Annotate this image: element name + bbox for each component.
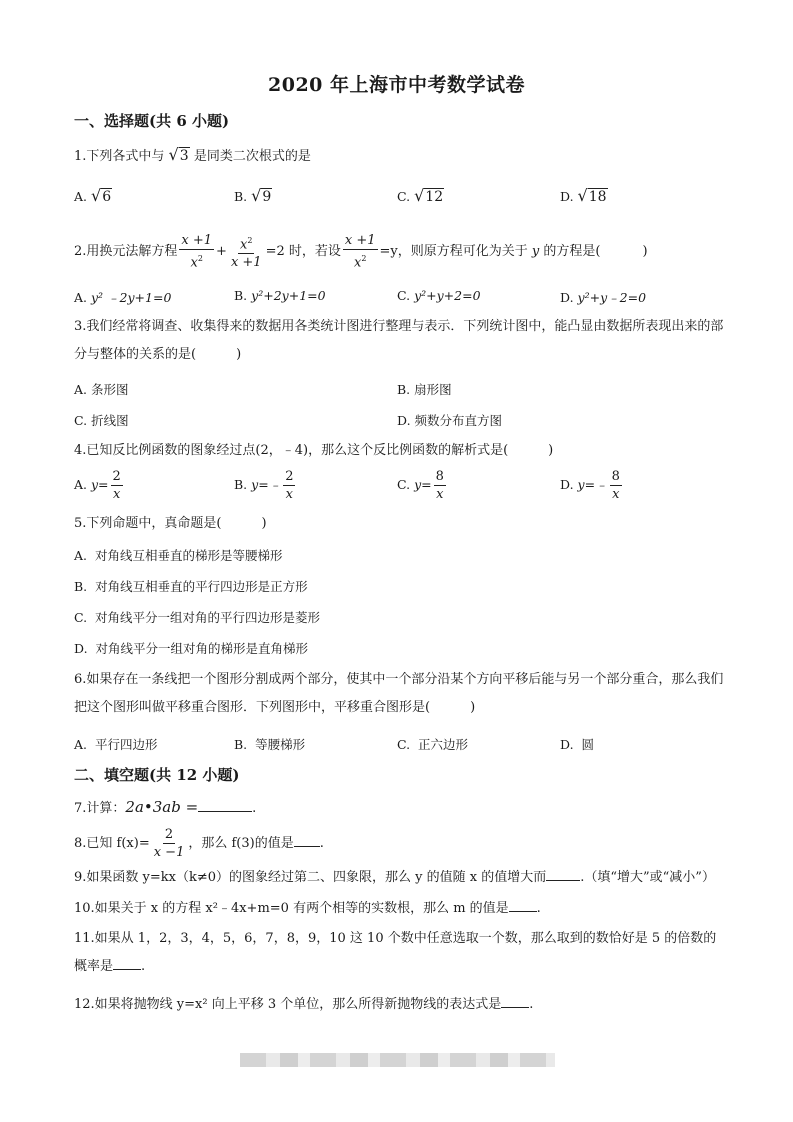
question-11: 11.如果从 1，2，3，4，5，6，7，8，9，10 这 10 个数中任意选取一个数，那么取到的数恰好是 5 的倍数的概率是 .	[74, 931, 717, 974]
fraction-2: $\frac{x^2}{x +1}$	[229, 232, 264, 271]
option-d: D. y=﹣ $\frac{8}{x}$	[560, 469, 620, 502]
question-6: 6.如果存在一条线把一个图形分割成两个部分，使其中一个部分沿某个方向平移后能与另一个部分重合，那么我们把这个图形叫做平移重合图形．下列图形中，平移重合图形是( )	[74, 672, 724, 715]
option-d: D. y²+y﹣2=0	[560, 290, 647, 305]
page-title: 2020 年上海市中考数学试卷	[268, 74, 525, 96]
option-c: C. 折线图	[74, 413, 129, 428]
section-fill-heading: 二、填空题(共 12 小题)	[74, 766, 240, 784]
question-1-options	[74, 186, 724, 210]
fraction-1: $\frac{x +1}{x^2}$	[181, 233, 213, 271]
question-3-options-row-1	[74, 380, 724, 404]
question-6-options	[74, 735, 724, 759]
question-5-option-b: B. 对角线互相垂直的平行四边形是正方形	[74, 579, 308, 594]
answer-blank	[546, 868, 580, 881]
option-a: A. y² ﹣2y+1=0	[74, 290, 172, 305]
question-3-options-row-2	[74, 411, 724, 435]
question-2-options	[74, 288, 724, 312]
question-7: 7.计算：2a•3ab = .	[74, 798, 257, 816]
question-5-option-c: C. 对角线平分一组对角的平行四边形是菱形	[74, 610, 321, 625]
question-10: 10.如果关于 x 的方程 x²﹣4x+m=0 有两个相等的实数根，那么 m 的值是 .	[74, 901, 541, 916]
question-8: 8.已知 f(x)= $\frac{2}{x -1}$ ，那么 f(3)的值是 .	[74, 827, 324, 860]
answer-blank	[509, 899, 537, 912]
question-4-options	[74, 468, 724, 508]
option-c: C. 正六边形	[397, 737, 469, 752]
option-d: D. √18	[560, 186, 607, 205]
question-1-suffix: 是同类二次根式的是	[193, 149, 311, 164]
option-b: B. √9	[234, 186, 272, 205]
option-a: A. 条形图	[74, 382, 129, 397]
question-5: 5.下列命题中，真命题是( )	[74, 516, 267, 531]
option-c: C. y= $\frac{8}{x}$	[397, 469, 444, 502]
blurred-footer-watermark	[240, 1053, 555, 1067]
question-2: 2.用换元法解方程 $\frac{x +1}{x^2}$ + $\frac{x^2}{x +1}$ =2 时，若设 $\frac{x +1}{x^2}$ =y，则原方程可化为关于 y 的方程是( )	[74, 233, 648, 271]
option-d: D. 圆	[560, 737, 595, 752]
option-a: A. √6	[74, 186, 112, 205]
question-5-option-d: D. 对角线平分一组对角的梯形是直角梯形	[74, 641, 309, 656]
question-5-option-a: A. 对角线互相垂直的梯形是等腰梯形	[74, 548, 283, 563]
option-b: B. y=﹣ $\frac{2}{x}$	[234, 469, 294, 502]
question-12: 12.如果将抛物线 y=x² 向上平移 3 个单位，那么所得新抛物线的表达式是 .	[74, 997, 534, 1012]
section-choice-heading: 一、选择题(共 6 小题)	[74, 112, 230, 130]
sqrt-3: √3	[168, 145, 189, 164]
answer-blank	[294, 834, 320, 847]
option-a: A. y= $\frac{2}{x}$	[74, 469, 121, 502]
option-c: C. √12	[397, 186, 444, 205]
fraction-3: $\frac{x +1}{x^2}$	[344, 233, 376, 271]
answer-blank	[501, 995, 529, 1008]
answer-blank	[113, 957, 141, 970]
question-1-prefix: 1.下列各式中与	[74, 149, 165, 164]
option-b: B. 扇形图	[397, 382, 452, 397]
option-b: B. 等腰梯形	[234, 737, 306, 752]
option-d: D. 频数分布直方图	[397, 413, 503, 428]
question-1	[74, 144, 724, 168]
question-4: 4.已知反比例函数的图象经过点(2，﹣4)，那么这个反比例函数的解析式是( )	[74, 443, 554, 458]
option-b: B. y²+2y+1=0	[234, 288, 326, 303]
answer-blank	[198, 799, 252, 812]
question-9: 9.如果函数 y=kx（k≠0）的图象经过第二、四象限，那么 y 的值随 x 的值增大而 .（填“增大”或“减小”）	[74, 870, 715, 885]
option-a: A. 平行四边形	[74, 737, 158, 752]
option-c: C. y²+y+2=0	[397, 288, 481, 303]
question-3: 3.我们经常将调查、收集得来的数据用各类统计图进行整理与表示．下列统计图中，能凸显由数据所表现出来的部分与整体的关系的是( )	[74, 319, 724, 362]
